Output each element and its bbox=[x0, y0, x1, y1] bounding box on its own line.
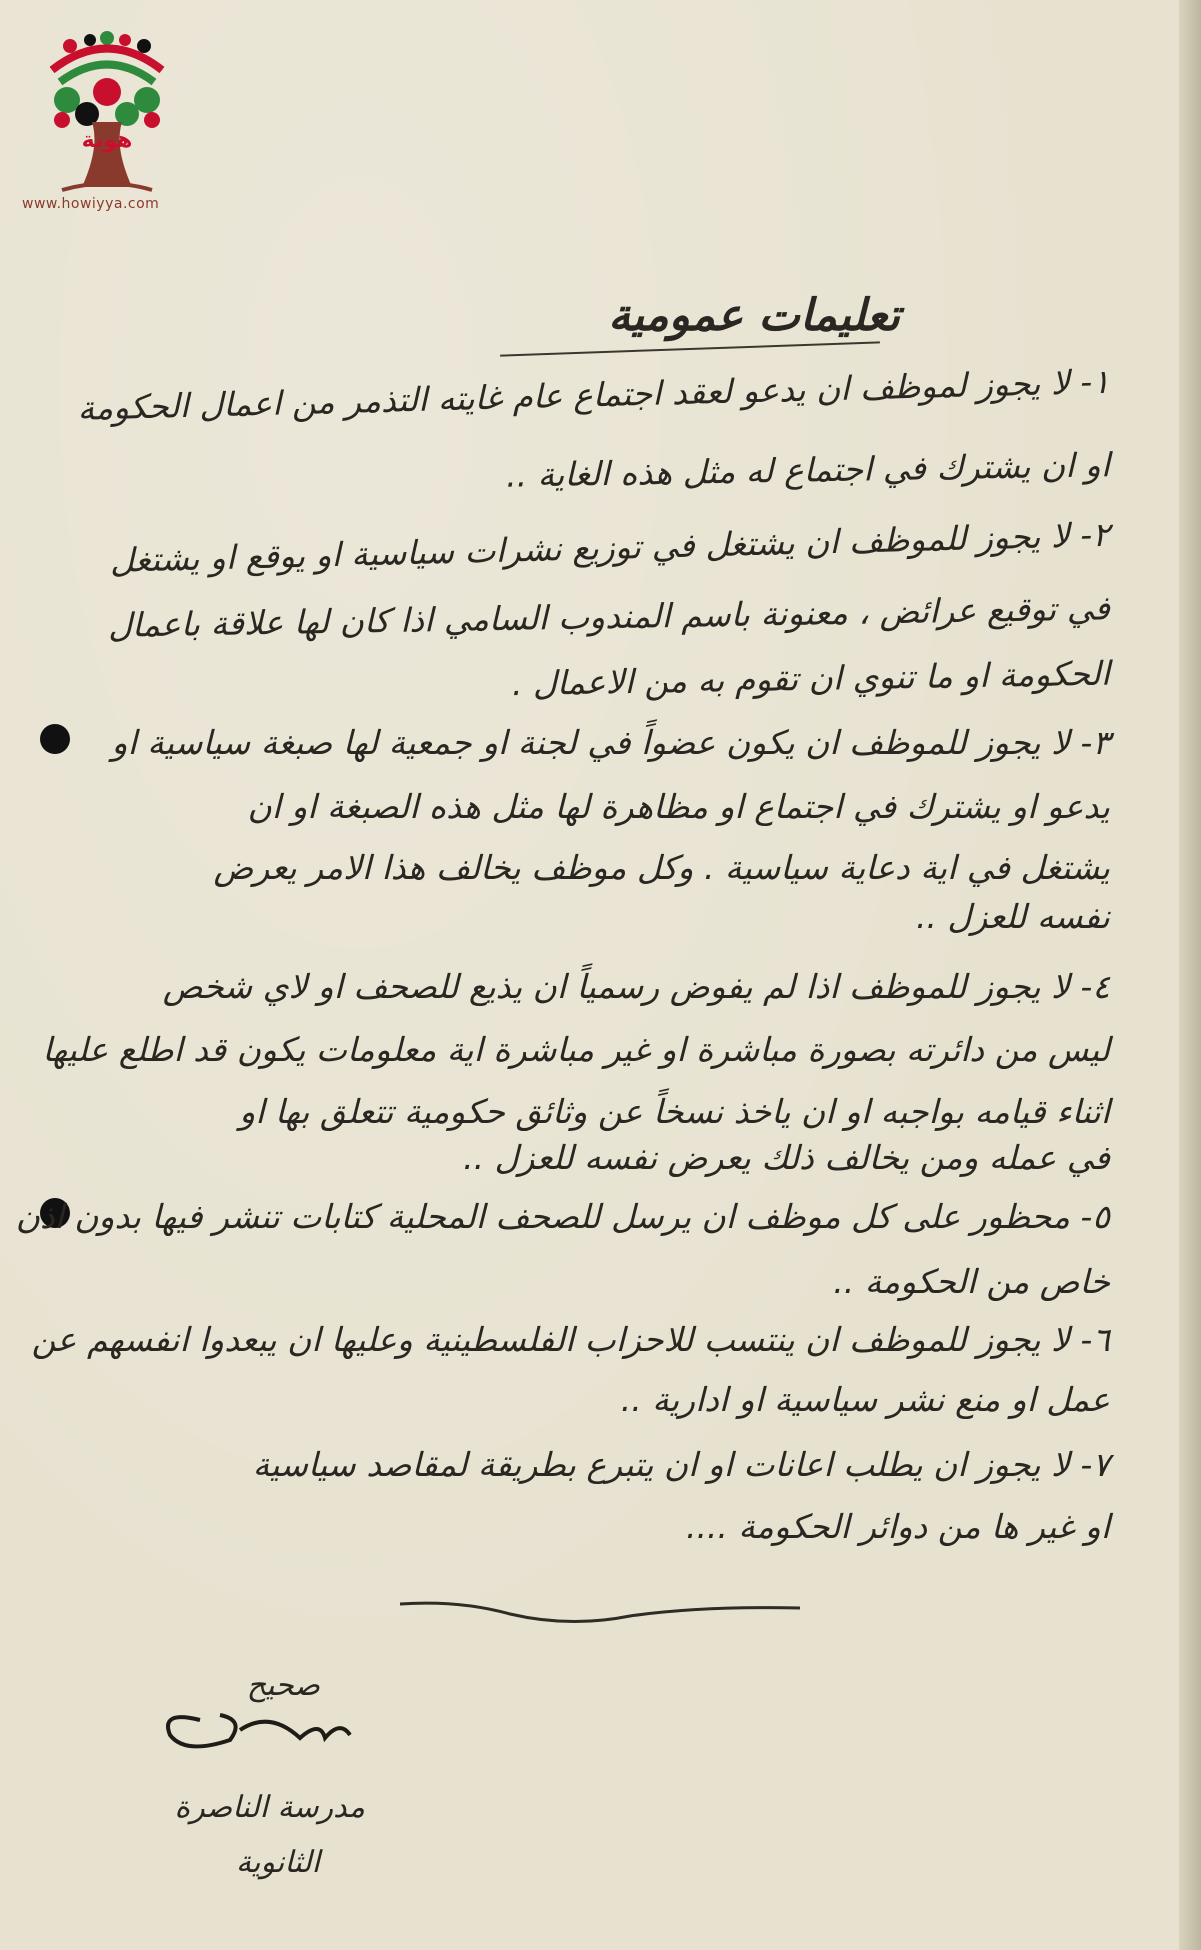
closing-flourish bbox=[400, 1592, 800, 1632]
tree-logo-icon bbox=[22, 22, 192, 202]
school-line-2: الثانوية bbox=[236, 1845, 320, 1880]
item-4-line-1: ٤- لا يجوز للموظف اذا لم يفوض رسمياً ان يذيع للصحف او لاي شخص bbox=[162, 967, 1110, 1006]
logo-brand-text: هوية bbox=[81, 128, 133, 153]
document-title: تعليمات عمومية bbox=[608, 290, 900, 341]
page-edge-shadow bbox=[1179, 0, 1201, 1950]
howiyya-logo bbox=[22, 22, 192, 212]
item-4-line-4: في عمله ومن يخالف ذلك يعرض نفسه للعزل .. bbox=[463, 1138, 1110, 1177]
item-5-line-2: خاص من الحكومة .. bbox=[833, 1262, 1110, 1301]
logo-url: www.howiyya.com bbox=[22, 196, 160, 212]
item-3-line-1: ٣- لا يجوز للموظف ان يكون عضواً في لجنة او جمعية لها صبغة سياسية او bbox=[111, 723, 1110, 762]
item-6-line-1: ٦- لا يجوز للموظف ان ينتسب للاحزاب الفلسطينية وعليها ان يبعدوا انفسهم عن bbox=[31, 1320, 1110, 1359]
item-2-line-2: في توقيع عرائض ، معنونة باسم المندوب السامي اذا كان لها علاقة باعمال bbox=[107, 588, 1111, 645]
school-line-1: مدرسة الناصرة bbox=[174, 1790, 365, 1825]
item-3-line-3: يشتغل في اية دعاية سياسية . وكل موظف يخالف هذا الامر يعرض bbox=[213, 848, 1110, 887]
item-4-line-3: اثناء قيامه بواجبه او ان ياخذ نسخاً عن وثائق حكومية تتعلق بها او bbox=[239, 1092, 1110, 1131]
item-5-line-1: ٥- محظور على كل موظف ان يرسل للصحف المحلية كتابات تنشر فيها بدون اذن bbox=[15, 1197, 1110, 1236]
item-2-line-1: ٢- لا يجوز للموظف ان يشتغل في توزيع نشرات سياسية او يوقع او يشتغل bbox=[109, 514, 1111, 580]
item-3-line-2: يدعو او يشترك في اجتماع او مظاهرة لها مثل هذه الصبغة او ان bbox=[247, 787, 1110, 826]
item-7-line-2: او غير ها من دوائر الحكومة .... bbox=[685, 1507, 1110, 1546]
item-4-line-2: ليس من دائرته بصورة مباشرة او غير مباشرة اية معلومات يكون قد اطلع عليها bbox=[42, 1030, 1110, 1069]
item-6-line-2: عمل او منع نشر سياسية او ادارية .. bbox=[620, 1380, 1110, 1419]
item-7-line-1: ٧- لا يجوز ان يطلب اعانات او ان يتبرع بطريقة لمقاصد سياسية bbox=[252, 1445, 1110, 1484]
item-1-line-1: ١- لا يجوز لموظف ان يدعو لعقد اجتماع عام غايته التذمر من اعمال الحكومة bbox=[77, 361, 1111, 428]
item-3-line-4: نفسه للعزل .. bbox=[915, 897, 1110, 936]
signature-mark: صحيح bbox=[246, 1668, 320, 1703]
item-2-line-3: الحكومة او ما تنوي ان تقوم به من الاعمال . bbox=[511, 653, 1111, 704]
item-1-line-2: او ان يشترك في اجتماع له مثل هذه الغاية .. bbox=[505, 445, 1111, 495]
punch-hole-1 bbox=[40, 724, 70, 754]
